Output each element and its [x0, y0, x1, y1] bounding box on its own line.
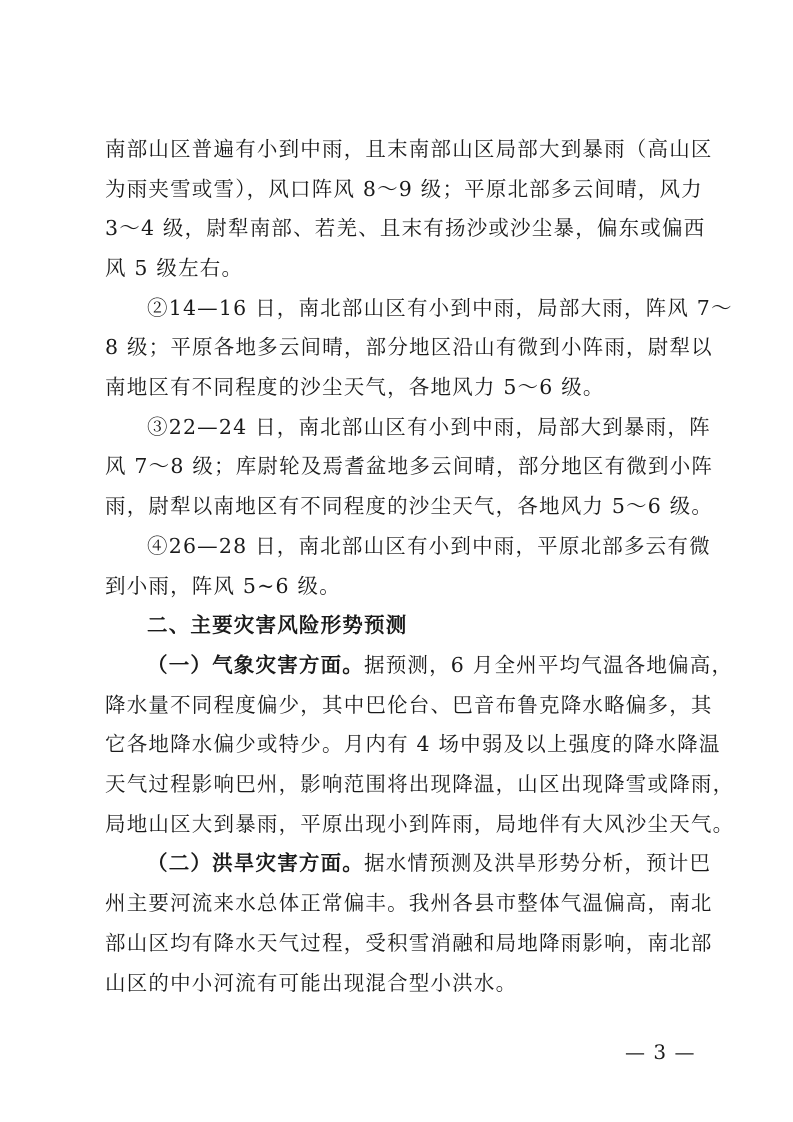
body-line: 部山区均有降水天气过程，受积雪消融和局地降雨影响，南北部	[105, 931, 713, 955]
body-line: 8 级；平原各地多云间晴，部分地区沿山有微到小阵雨，尉犁以	[105, 335, 713, 359]
body-line	[147, 652, 733, 678]
body-line: 降水量不同程度偏少，其中巴伦台、巴音布鲁克降水略偏多，其	[105, 693, 713, 717]
body-text: 据预测，6 月全州平均气温各地偏高，	[364, 653, 734, 677]
section-heading: 二、主要灾害风险形势预测	[147, 613, 408, 637]
body-line: ④26—28 日，南北部山区有小到中雨，平原北部多云有微	[147, 534, 711, 558]
body-line: 到小雨，阵风 5~6 级。	[105, 574, 341, 598]
body-line: 风 7～8 级；库尉轮及焉耆盆地多云间晴，部分地区有微到小阵	[105, 454, 714, 478]
body-line: ②14—16 日，南北部山区有小到中雨，局部大雨，阵风 7～	[147, 296, 733, 320]
subsection-heading: （一）气象灾害方面。	[147, 653, 364, 677]
body-line: ③22—24 日，南北部山区有小到中雨，局部大到暴雨，阵	[147, 415, 711, 439]
body-line	[147, 850, 711, 876]
body-line: 天气过程影响巴州，影响范围将出现降温，山区出现降雪或降雨，	[105, 772, 735, 796]
subsection-heading: （二）洪旱灾害方面。	[147, 851, 364, 875]
body-line: 南地区有不同程度的沙尘天气，各地风力 5～6 级。	[105, 375, 605, 399]
body-line: 风 5 级左右。	[105, 256, 244, 280]
body-line: 州主要河流来水总体正常偏丰。我州各县市整体气温偏高，南北	[105, 891, 713, 915]
body-line: 山区的中小河流有可能出现混合型小洪水。	[105, 971, 518, 995]
body-line: 南部山区普遍有小到中雨，且末南部山区局部大到暴雨（高山区	[105, 137, 713, 161]
body-line: 3～4 级，尉犁南部、若羌、且末有扬沙或沙尘暴，偏东或偏西	[105, 216, 706, 240]
body-line: 它各地降水偏少或特少。月内有 4 场中弱及以上强度的降水降温	[105, 732, 721, 756]
page-number: — 3 —	[625, 1040, 696, 1064]
body-line: 雨，尉犁以南地区有不同程度的沙尘天气，各地风力 5～6 级。	[105, 494, 714, 518]
body-text: 据水情预测及洪旱形势分析，预计巴	[364, 851, 712, 875]
body-line: 局地山区大到暴雨，平原出现小到阵雨，局地伴有大风沙尘天气。	[105, 812, 735, 836]
body-line: 为雨夹雪或雪），风口阵风 8～9 级；平原北部多云间晴，风力	[105, 177, 703, 201]
